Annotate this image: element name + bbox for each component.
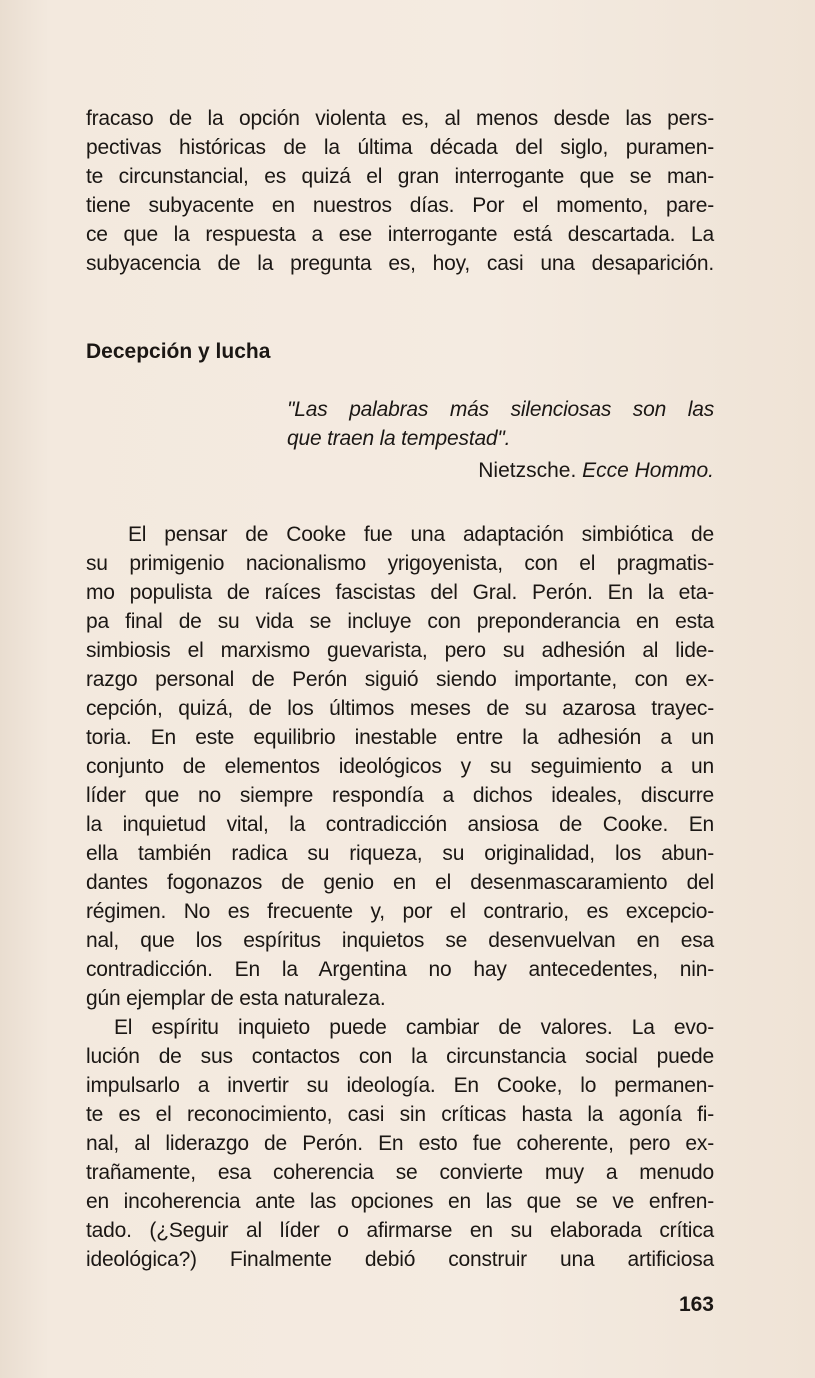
text-line: razgo personal de Perón siguió siendo importante, con ex- bbox=[86, 668, 714, 691]
text-line: dantes fogonazos de genio en el desenmascaramiento del bbox=[86, 871, 714, 894]
text-line: nal, al liderazgo de Perón. En esto fue coherente, pero ex- bbox=[86, 1132, 714, 1155]
text-line: tado. (¿Seguir al líder o afirmarse en su elaborada crítica bbox=[86, 1219, 714, 1242]
paragraph-opening bbox=[86, 104, 714, 278]
text-line: subyacencia de la pregunta es, hoy, casi una desaparición. bbox=[86, 252, 714, 275]
epigraph-attribution bbox=[287, 456, 714, 485]
text-line: cepción, quizá, de los últimos meses de su azarosa trayec- bbox=[86, 697, 714, 720]
epigraph-quote bbox=[287, 395, 714, 453]
text-line: fracaso de la opción violenta es, al menos desde las pers- bbox=[86, 107, 714, 130]
epigraph-work: Ecce Hommo. bbox=[582, 459, 714, 482]
text-line: lución de sus contactos con la circunstancia social puede bbox=[86, 1045, 714, 1068]
text-line: su primigenio nacionalismo yrigoyenista, con el pragmatis- bbox=[86, 552, 714, 575]
text-line: te circunstancial, es quizá el gran interrogante que se man- bbox=[86, 165, 714, 188]
text-line: líder que no siempre respondía a dichos ideales, discurre bbox=[86, 784, 714, 807]
text-line: ce que la respuesta a ese interrogante está descartada. La bbox=[86, 223, 714, 246]
text-line: tiene subyacente en nuestros días. Por el momento, pare- bbox=[86, 194, 714, 217]
text-line: trañamente, esa coherencia se convierte muy a menudo bbox=[86, 1161, 714, 1184]
text-line: impulsarlo a invertir su ideología. En Cooke, lo permanen- bbox=[86, 1074, 714, 1097]
epigraph-author: Nietzsche. bbox=[478, 459, 577, 482]
text-line: ideológica?) Finalmente debió construir una artificiosa bbox=[86, 1248, 714, 1271]
text-line: contradicción. En la Argentina no hay antecedentes, nin- bbox=[86, 958, 714, 981]
text-line: te es el reconocimiento, casi sin críticas hasta la agonía fi- bbox=[86, 1103, 714, 1126]
text-line: mo populista de raíces fascistas del Gral. Perón. En la eta- bbox=[86, 581, 714, 604]
text-line: nal, que los espíritus inquietos se desenvuelvan en esa bbox=[86, 929, 714, 952]
page-number: 163 bbox=[678, 1293, 714, 1316]
text-line: pectivas históricas de la última década del siglo, puramen- bbox=[86, 136, 714, 159]
section-heading: Decepción y lucha bbox=[86, 340, 271, 363]
text-line: El pensar de Cooke fue una adaptación simbiótica de bbox=[128, 523, 714, 546]
text-line: conjunto de elementos ideológicos y su seguimiento a un bbox=[86, 755, 714, 778]
body-text bbox=[86, 520, 714, 1274]
text-line: pa final de su vida se incluye con preponderancia en esta bbox=[86, 610, 714, 633]
epigraph-line: que traen la tempestad". bbox=[287, 427, 511, 450]
text-line: gún ejemplar de esta naturaleza. bbox=[86, 987, 386, 1010]
text-line: la inquietud vital, la contradicción ansiosa de Cooke. En bbox=[86, 813, 714, 836]
text-line: toria. En este equilibrio inestable entre la adhesión a un bbox=[86, 726, 714, 749]
text-line: régimen. No es frecuente y, por el contrario, es excepcio- bbox=[86, 900, 714, 923]
text-line: simbiosis el marxismo guevarista, pero su adhesión al lide- bbox=[86, 639, 714, 662]
text-line: en incoherencia ante las opciones en las que se ve enfren- bbox=[86, 1190, 714, 1213]
text-line: El espíritu inquieto puede cambiar de valores. La evo- bbox=[114, 1016, 714, 1039]
text-line: ella también radica su riqueza, su originalidad, los abun- bbox=[86, 842, 714, 865]
epigraph-line: "Las palabras más silenciosas son las bbox=[287, 398, 714, 421]
